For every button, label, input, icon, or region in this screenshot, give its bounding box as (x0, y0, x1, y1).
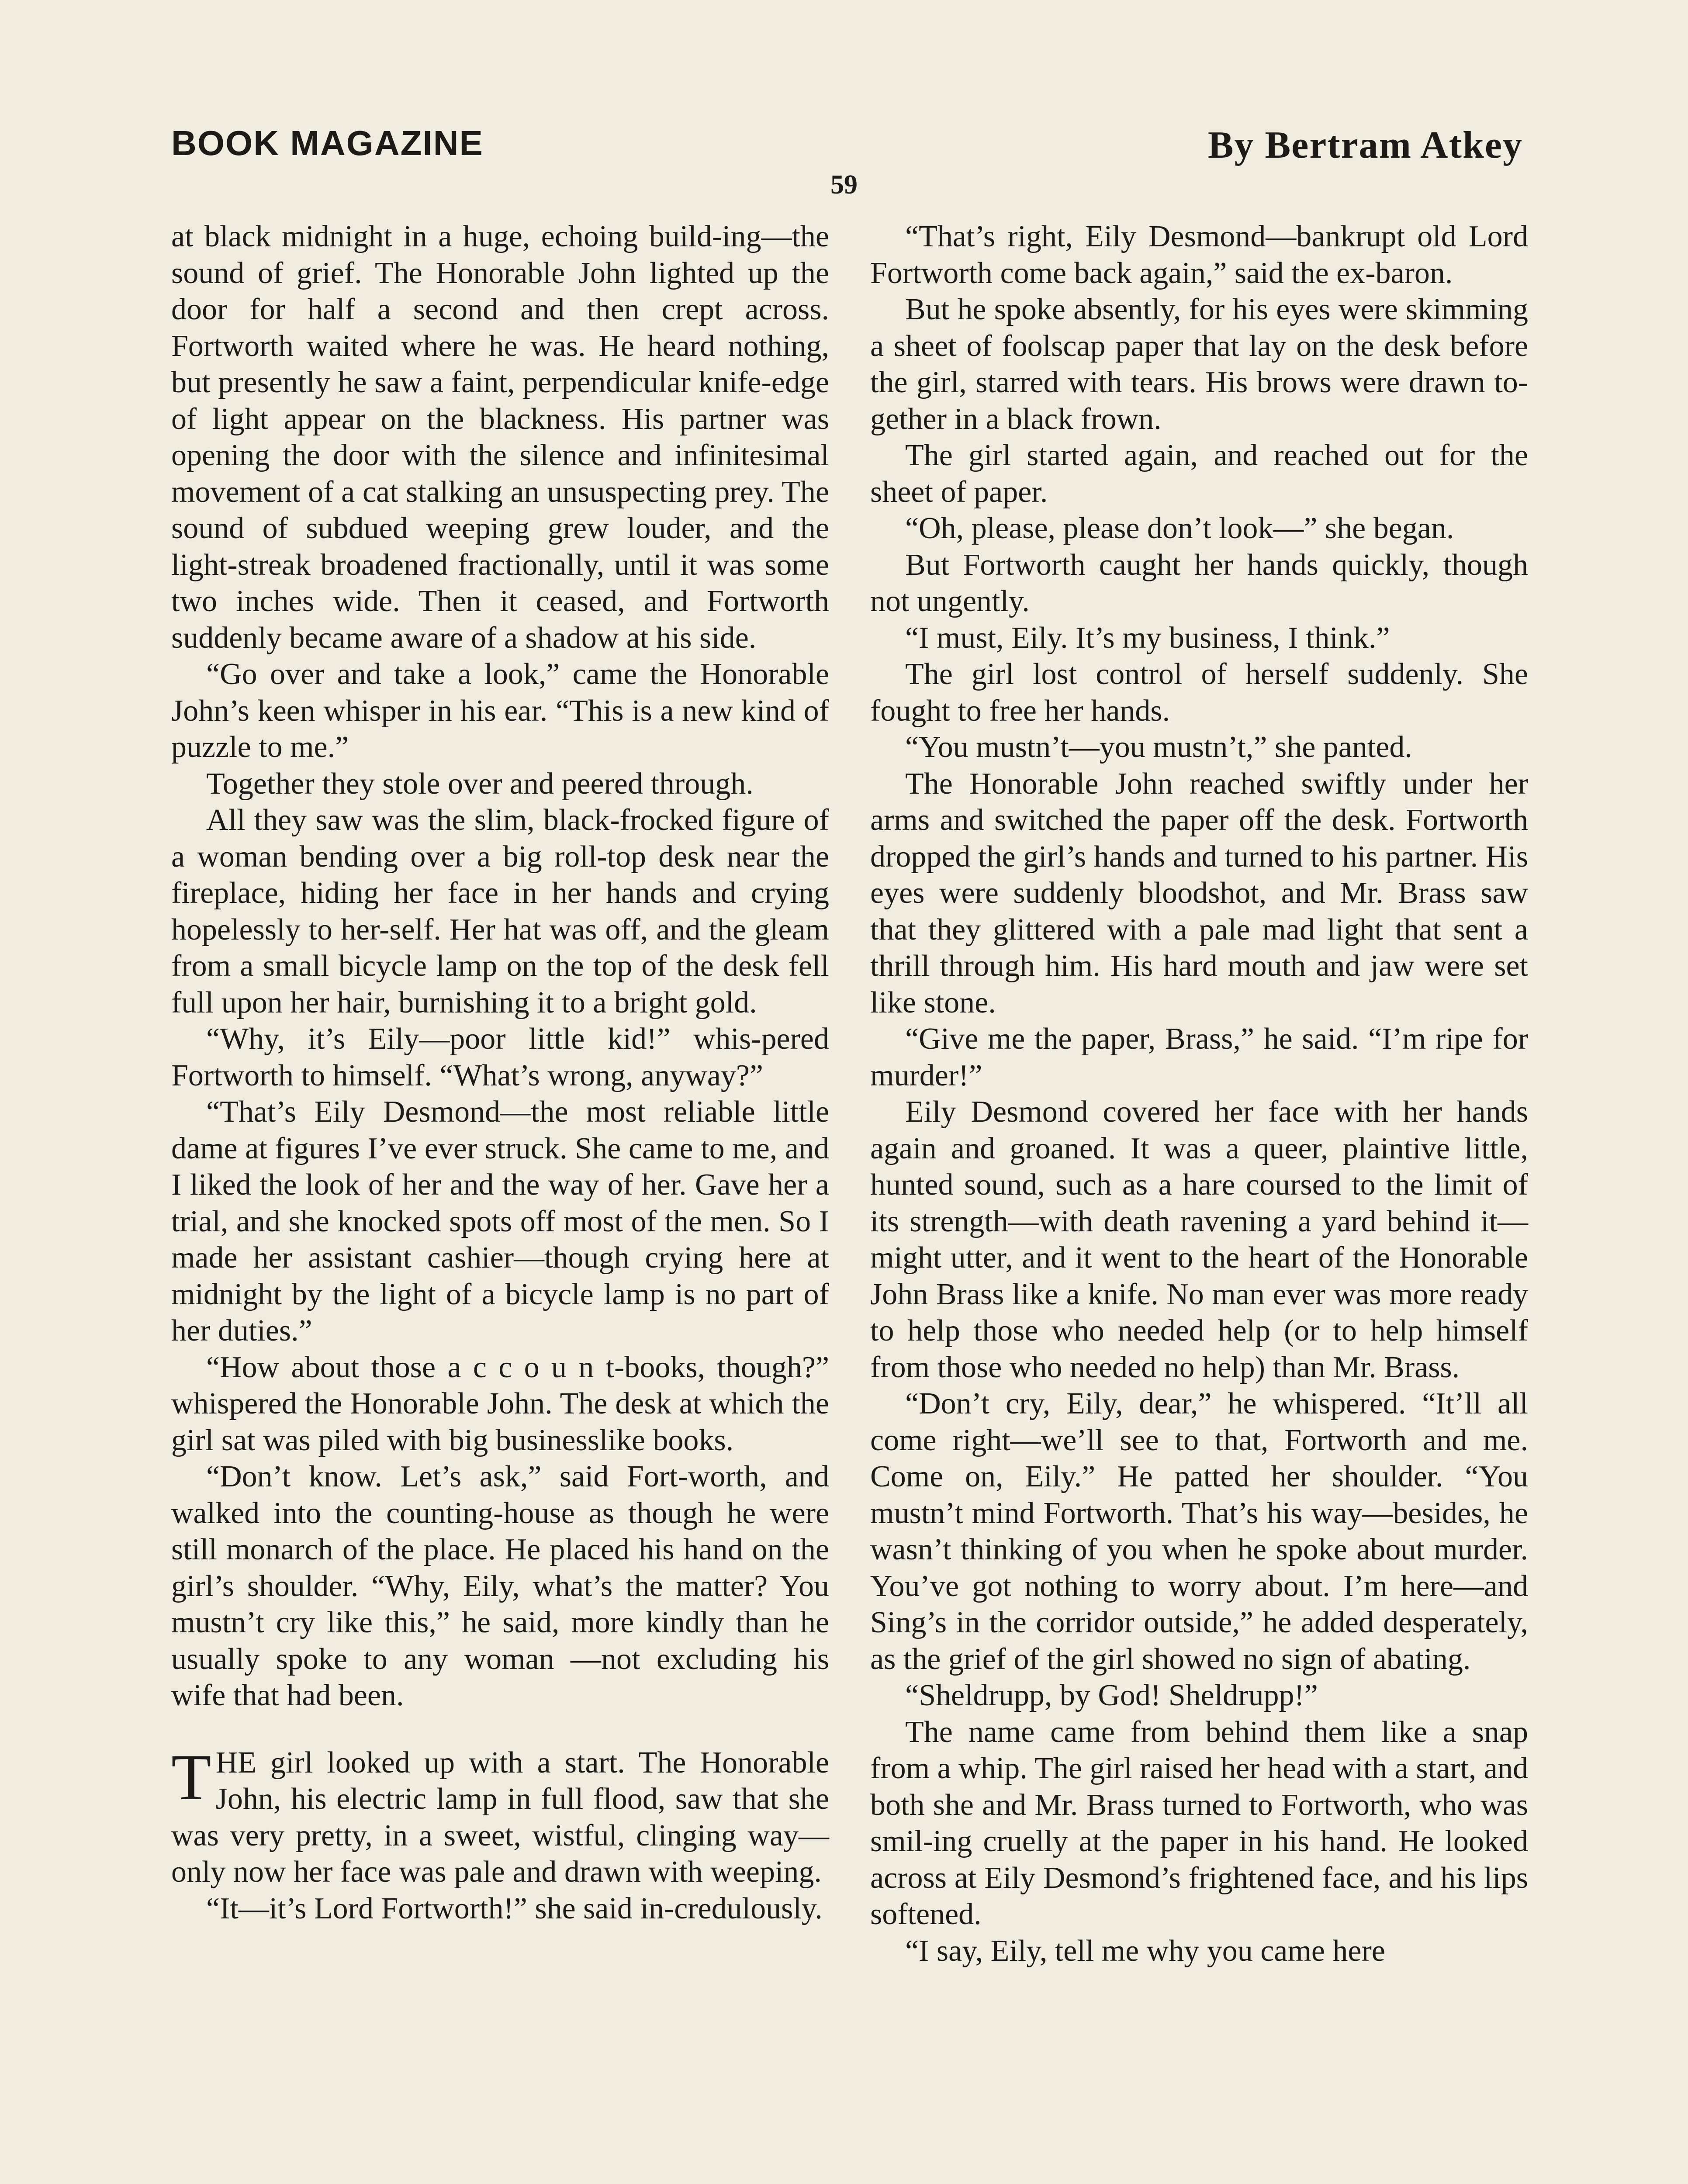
paragraph: “Why, it’s Eily—poor little kid!” whis-pered Fortworth to himself. “What’s wrong, anyway?” (171, 1022, 829, 1092)
paragraph: The girl lost control of herself suddenly. She fought to free her hands. (870, 657, 1528, 728)
right-column (870, 218, 1528, 1969)
paragraph: Together they stole over and peered through. (206, 767, 754, 801)
paragraph: The Honorable John reached swiftly under her arms and switched the paper off the desk. Fortworth dropped the girl’s hands and turned to his partner. His eyes were suddenly bloodshot, and Mr. Brass saw that they glittered with a pale mad light that sent a thrill through him. His hard mouth and jaw were set like stone. (870, 767, 1528, 1019)
paragraph: The girl started again, and reached out for the sheet of paper. (870, 439, 1528, 509)
paragraph: “That’s Eily Desmond—the most reliable little dame at figures I’ve ever struck. She came to me, and I liked the look of her and the way of her. Gave her a trial, and she knocked spots off most of the men. So I made her assistant cashier—though crying here at midnight by the light of a bicycle lamp is no part of her duties.” (171, 1095, 829, 1348)
left-column (171, 218, 829, 1927)
paragraph: “Oh, please, please don’t look—” she began. (905, 511, 1454, 545)
running-header (171, 123, 1523, 176)
page-number: 59 (830, 170, 858, 200)
paragraph: “I say, Eily, tell me why you came here (905, 1934, 1385, 1968)
paragraph: The name came from behind them like a snap from a whip. The girl raised her head with a start, and both she and Mr. Brass turned to Fortworth, who was smil-ing cruelly at the paper in his hand. He looked across at Eily Desmond’s frightened face, and his lips softened. (870, 1715, 1528, 1931)
paragraph: “How about those a c c o u n t-books, though?” whispered the Honorable John. The desk at which the girl sat was piled with big businesslike books. (171, 1350, 829, 1457)
paragraph: Eily Desmond covered her face with her hands again and groaned. It was a queer, plaintive little, hunted sound, such as a hare coursed to the limit of its strength—with death ravening a yard behind it—might utter, and it went to the heart of the Honorable John Brass like a knife. No man ever was more ready to help those who needed help (or to help himself from those who needed no help) than Mr. Brass. (870, 1095, 1528, 1384)
paragraph: All they saw was the slim, black-frocked figure of a woman bending over a big roll-top desk near the fireplace, hiding her face in her hands and crying hopelessly to her-self. Her hat was off, and the gleam from a small bicycle lamp on the top of the desk fell full upon her hair, burnishing it to a bright gold. (171, 803, 829, 1019)
drop-cap: T (171, 1741, 211, 1814)
paragraph: But he spoke absently, for his eyes were skimming a sheet of foolscap paper that lay on the desk before the girl, starred with tears. His brows were drawn to-gether in a black frown. (870, 293, 1528, 436)
paragraph: “Go over and take a look,” came the Honorable John’s keen whisper in his ear. “This is a new kind of puzzle to me.” (171, 657, 829, 764)
section-opening-text: HE girl looked up with a start. The Honorable John, his electric lamp in full flood, saw that she was very pretty, in a sweet, wistful, clinging way—only now her face was pale and drawn with weeping. (171, 1745, 829, 1889)
paragraph: “Give me the paper, Brass,” he said. “I’m ripe for murder!” (870, 1022, 1528, 1092)
author-byline: By Bertram Atkey (1207, 124, 1523, 166)
magazine-title: BOOK MAGAZINE (171, 124, 484, 162)
paragraph: “Don’t cry, Eily, dear,” he whispered. “It’ll all come right—we’ll see to that, Fortworth and me. Come on, Eily.” He patted her shoulder. “You mustn’t mind Fortworth. That’s his way—besides, he wasn’t thinking of you when he spoke about murder. You’ve got nothing to worry about. I’m here—and Sing’s in the corridor outside,” he added desperately, as the grief of the girl showed no sign of abating. (870, 1387, 1528, 1676)
paragraph: at black midnight in a huge, echoing build-ing—the sound of grief. The Honorable John lighted up the door for half a second and then crept across. Fortworth waited where he was. He heard nothing, but presently he saw a faint, perpendicular knife-edge of light appear on the blackness. His partner was opening the door with the silence and infinitesimal movement of a cat stalking an unsuspecting prey. The sound of subdued weeping grew louder, and the light-streak broadened fractionally, until it was some two inches wide. Then it ceased, and Fortworth suddenly became aware of a shadow at his side. (171, 220, 829, 655)
paragraph: “That’s right, Eily Desmond—bankrupt old Lord Fortworth come back again,” said the ex-baron. (870, 220, 1528, 290)
paragraph: “Don’t know. Let’s ask,” said Fort-worth, and walked into the counting-house as though he were still monarch of the place. He placed his hand on the girl’s shoulder. “Why, Eily, what’s the matter? You mustn’t cry like this,” he said, more kindly than he usually spoke to any woman —not excluding his wife that had been. (171, 1460, 829, 1712)
paragraph: “You mustn’t—you mustn’t,” she panted. (905, 730, 1412, 764)
paragraph: But Fortworth caught her hands quickly, though not ungently. (870, 548, 1528, 618)
paragraph: “Sheldrupp, by God! Sheldrupp!” (905, 1679, 1318, 1712)
paragraph: “I must, Eily. It’s my business, I think.” (905, 621, 1390, 655)
paragraph: “It—it’s Lord Fortworth!” she said in-credulously. (206, 1891, 823, 1925)
section-opening-paragraph (171, 1741, 829, 1890)
